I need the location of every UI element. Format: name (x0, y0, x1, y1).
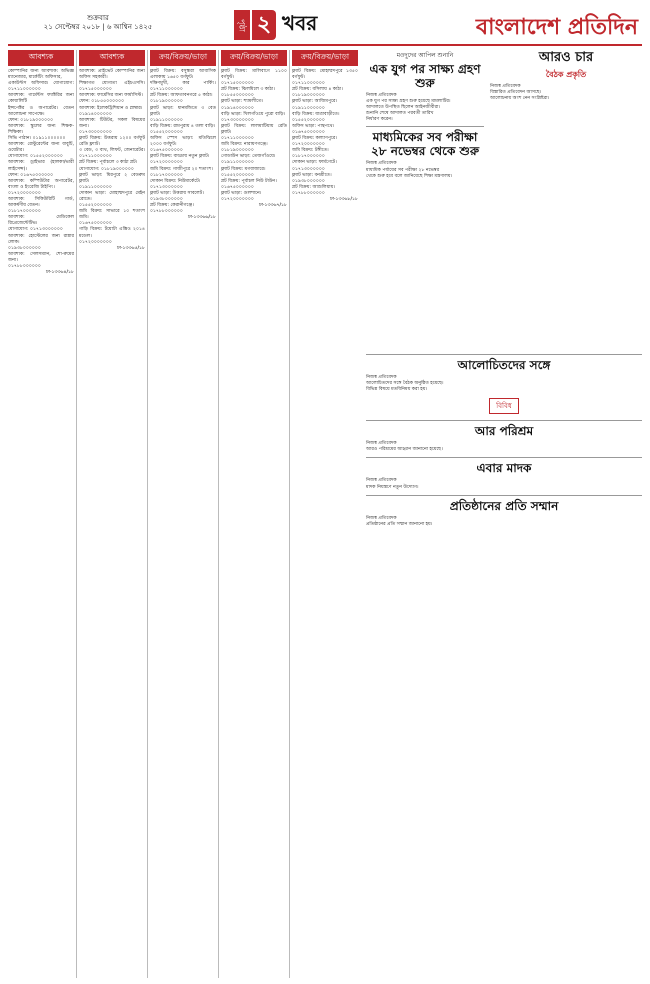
text-line: ফ্ল্যাট বিক্রয়: লালমাটিয়ায় রেডি ফ্ল্যাট। (221, 123, 287, 135)
text-line: ০১৭২০০০০০০০ (150, 160, 183, 166)
text-line: ০১৮৫৫০০০০০০ (221, 93, 254, 99)
story-subhead: বৈঠক প্রকৃতি (545, 70, 587, 79)
text-line: সিভি পাঠান। ০১৯১১০০০০০০ (8, 136, 66, 142)
text-line: বাড়ি ভাড়া: খিলগাঁওয়ে পুরো বাড়ি। (221, 111, 286, 117)
text-line: জমি বিক্রয়: গাজীপুরে ২০ শতাংশ। (150, 166, 213, 172)
page-word: পৃষ্ঠা (234, 10, 250, 40)
text-line: ০১৭১৩০০০০০০ (150, 184, 183, 190)
text-line: ফ্ল্যাট ভাড়া: ধানমন্ডিতে ৩ বেড ফ্ল্যাট। (150, 105, 216, 117)
story-body (366, 516, 642, 528)
right-story (490, 50, 642, 350)
text-line: গাড়ি বিক্রয়: টয়োটা এক্সিও ২০১৪ মডেল। (79, 227, 145, 239)
text-line: ফ্ল্যাট বিক্রয়: উত্তরায় ১২০০ বর্গফুট রেডি ফ্ল্যাট। (79, 136, 145, 148)
text-line: ০১৭১১০০০০০০ (221, 136, 254, 142)
text-line: ০১৯১৪০০০০০০ (79, 111, 112, 117)
text-line: ০১৫৫২০০০০০০ (221, 172, 254, 178)
story-headline: এবার মাদক (476, 461, 532, 476)
text-line: ০১৬৭৫০০০০০০ (292, 129, 325, 135)
text-line: ফ্ল্যাট ভাড়া: গুলশানে। (221, 190, 262, 196)
text-line: দোকান ভাড়া: মোহাম্মদপুরে মেইন রোডে। (79, 190, 145, 202)
story-headline: প্রতিষ্ঠানের প্রতি সম্মান (449, 498, 559, 513)
text-line: ০১৯৩৮০০০০০০ (150, 196, 183, 202)
text-line: আলোচনায় অংশ নেন সংশ্লিষ্টরা। (490, 96, 550, 102)
text-line: ইন্সপেক্টর ও অপারেটর। বেতন আলোচনা সাপেক্ষে। (8, 105, 74, 117)
column-heading: আবশ্যক (8, 50, 74, 66)
text-line: ০১৭১৩০০০০০০ (292, 166, 325, 172)
classifieds-area (8, 50, 360, 978)
text-line: নিজস্ব প্রতিবেদক (366, 93, 397, 98)
text-line: আবশ্যক: ড্রাইভার (হালকা/ভারী লাইসেন্স)। (8, 160, 74, 172)
text-line: আরও পরিশ্রমের আহ্বান জানানো হয়েছে। (366, 447, 443, 453)
ad-reference: ঢা-১৩৩৬৭/১৮ (258, 203, 287, 209)
text-line: একাউন্টস অফিসার। যোগাযোগ: ০১৭১১০০০০০০ (8, 81, 74, 93)
classified-column-5 (292, 50, 360, 978)
text-line: ফ্ল্যাট ভাড়া: শ্যামলীতে। (221, 99, 264, 105)
text-line: দোকান বিক্রয়: নিউমার্কেটে। (150, 178, 201, 184)
classified-column-2 (79, 50, 148, 978)
text-line: আবশ্যক: ইলেকট্রিশিয়ান ও প্লাম্বার। (79, 105, 143, 111)
text-line: ০১৬৭৫০০০০০০ (221, 184, 254, 190)
misc-section (366, 393, 642, 416)
weekday: শুক্রবার (87, 14, 109, 22)
text-line: এক যুগ পর সাক্ষ্য গ্রহণ শুরু হয়েছে মামলাটির। (366, 99, 451, 105)
text-line: দক্ষিণমুখী, কার পার্কিং। ০১৭১১০০০০০০ (150, 81, 216, 93)
text-line: আবশ্যক: ফার্মেসির জন্য ফার্মাসিস্ট। (79, 93, 143, 99)
column-heading: আবশ্যক (79, 50, 145, 66)
text-line: ০১৭৩০০০০০০০ (79, 129, 112, 135)
text-line: শিক্ষাগত যোগ্যতা এইচএসসি। ০১৭১৫০০০০০০ (79, 81, 145, 93)
text-line: আবশ্যক: সিকিউরিটি গার্ড, আকর্ষণীয় বেতন। (8, 196, 74, 209)
text-line: বাড়ি বিক্রয়: রামপুরায় ৪ তলা বাড়ি। (150, 123, 216, 129)
classified-text (150, 69, 216, 221)
text-line: ০১৯১৪০০০০০০ (221, 105, 254, 111)
text-line: ০১৭২০০০০০০০ (292, 142, 325, 148)
text-line: ০১৮১৯০০০০০০ (221, 148, 254, 154)
text-line: ০১৮১৭০০০০০০ (8, 209, 41, 215)
story-headline: আলোচিতদের সঙ্গে (457, 358, 551, 372)
story-body (366, 161, 484, 179)
text-line: যোগাযোগ: ০১৫৫২০০০০০০ (8, 154, 63, 160)
divider (366, 126, 484, 127)
text-line: জমি বিক্রয়: নারায়ণগঞ্জে। (221, 142, 268, 148)
story-headline: এক যুগ পর সাক্ষ্য গ্রহণ শুরু (369, 62, 481, 90)
column-heading: ক্রয়/বিক্রয়/ভাড়া (221, 50, 287, 66)
text-line: আবশ্যক: হোস্টেলের জন্য রান্নার লোক। (8, 233, 74, 245)
text-line: ফ্ল্যাট বিক্রয়: মোহাম্মদপুরে ১৩৫০ বর্গফুট। (292, 69, 358, 81)
text-line: অফিস স্পেস ভাড়া: মতিঝিলে ২০০০ বর্গফুট। (150, 136, 216, 148)
classified-column-1 (8, 50, 77, 978)
text-line: নিজস্ব প্রতিবেদক (366, 161, 397, 167)
text-line: প্লট বিক্রয়: আশুলিয়ায়। (292, 184, 335, 190)
top-stories (366, 50, 642, 350)
text-line: ফ্ল্যাট ভাড়া: বনশ্রীতে। (292, 172, 332, 178)
text-line: ফ্ল্যাট ভাড়া: উত্তরায় সাবলেট। (150, 190, 204, 196)
text-line: ফ্ল্যাট বিক্রয়: মগবাজারে। (221, 166, 266, 172)
text-line: ০১৬৭৫০০০০০০ (150, 148, 183, 154)
text-line: ফ্ল্যাট বিক্রয়: বাড্ডায় নতুন ফ্ল্যাট। (150, 154, 210, 160)
text-line: ০১৮১৭০০০০০০ (292, 154, 325, 160)
left-story (366, 50, 484, 350)
text-line: ০১৯৩৮০০০০০০ (8, 245, 41, 251)
text-line: প্লট বিক্রয়: বসিলায় ৪ কাঠা। (292, 87, 343, 93)
date-block (8, 14, 188, 32)
text-line: নির্ধারণ করেন। (366, 117, 393, 123)
text-line: আবশ্যক: কম্পিউটার অপারেটর, বাংলা ও ইংরেজি টাইপিং। (8, 178, 74, 190)
story-body (366, 93, 484, 123)
page-header (8, 6, 642, 46)
text-line: ০১৯১১০০০০০০ (292, 105, 325, 111)
story-body (366, 375, 642, 393)
text-line: আবশ্যক: স্কুলের জন্য শিক্ষক-শিক্ষিকা। (8, 123, 74, 135)
text-line: ০১৭২০০০০০০০ (221, 196, 254, 202)
text-line: বিস্তারিত প্রতিবেদন আসছে। (490, 90, 542, 96)
text-line: বাড়ি বিক্রয়: যাত্রাবাড়ীতে। (292, 111, 340, 117)
column-heading: ক্রয়/বিক্রয়/ভাড়া (292, 50, 358, 66)
text-line: ফোন: ০১৬৭৫০০০০০০ (8, 172, 54, 178)
text-line: অফিস ভাড়া: পান্থপথে। (292, 123, 335, 129)
text-line: ০১৯১১০০০০০০ (79, 184, 112, 190)
text-line: প্লট বিক্রয়: পূর্বাচল নিউ টাউন। (221, 178, 277, 184)
mid-story (366, 354, 642, 393)
text-line: ০১৭২০০০০০০০ (8, 190, 41, 196)
story-body (366, 478, 642, 490)
classified-text (292, 69, 358, 203)
text-line: আবশ্যক: টিউটর, সকল বিষয়ের জন্য। (79, 117, 145, 129)
text-line: ফ্ল্যাট বিক্রয়: মালিবাগে ১১০০ বর্গফুট। (221, 69, 287, 81)
text-line: মাদক নিয়ন্ত্রণে নতুন উদ্যোগ। (366, 484, 419, 490)
text-line: ০১৫৫২০০০০০০ (79, 203, 112, 209)
text-line: বিভিন্ন বিষয়ে মতবিনিময় করা হয়। (366, 387, 428, 393)
text-line: নিজস্ব প্রতিবেদক (490, 84, 521, 89)
text-line: নিজস্ব প্রতিবেদক (366, 441, 397, 447)
text-line: ০১৭২০০০০০০০ (79, 239, 112, 245)
text-line: ০১৫৫২০০০০০০ (292, 117, 325, 123)
text-line: প্লট বিক্রয়: পূর্বাচলে ৩ কাঠা প্লট। (79, 160, 138, 166)
last-story (366, 495, 642, 528)
text-line: ০১৯১১০০০০০০ (221, 160, 254, 166)
text-line: আবশ্যক: সেলসম্যান, শো-রুমের জন্য। (8, 251, 74, 263)
text-line: কোম্পানির জন্য আবশ্যক: অভিজ্ঞ ম্যানেজার, মার্কেটিং অফিসার, (8, 69, 74, 81)
story-body (366, 441, 642, 453)
text-line: গোডাউন ভাড়া: তেজগাঁওয়ে। (221, 154, 276, 160)
classified-text (8, 69, 74, 276)
ad-reference: ঢা-১৩৩৬৪/১৮ (45, 270, 74, 276)
story-body (490, 84, 642, 102)
text-line: আলোচিতদের সঙ্গে বৈঠক অনুষ্ঠিত হয়েছে। (366, 381, 444, 387)
text-line: শুনানি শেষে আদালত পরবর্তী তারিখ (366, 111, 434, 117)
text-line: ০১৭১৫০০০০০০ (221, 81, 254, 87)
text-line: আবশ্যক: গার্মেন্টস ফ্যাক্টরির জন্য কোয়ালিটি (8, 93, 74, 105)
story-headline: আর পরিশ্রম (474, 424, 534, 439)
text-line: যোগাযোগ: ০১৮১৯০০০০০০ (79, 166, 134, 172)
text-line: ০১৭৮৮০০০০০০ (8, 264, 41, 269)
text-line: ফোন: ০১৮১৯০০০০০০ (8, 117, 54, 123)
ad-reference: ঢা-১৩৩৬৫/১৮ (116, 245, 145, 251)
text-line: আদালতে উপস্থিত ছিলেন আইনজীবীরা। (366, 105, 441, 111)
text-line: নিজস্ব প্রতিবেদক (366, 515, 397, 521)
text-line: আবশ্যক: প্রাইভেট কোম্পানির জন্য অফিস সহকারী। (79, 69, 145, 81)
text-line: ফ্ল্যাট বিক্রয়: কল্যাণপুরে। (292, 136, 337, 142)
classified-text (79, 69, 145, 252)
text-line: ফ্ল্যাট ভাড়া: আজিমপুরে। (292, 99, 338, 105)
page-number: ২ (252, 10, 276, 40)
text-line: জমি বিক্রয়: টঙ্গীতে। (292, 148, 329, 154)
text-line: জমি বিক্রয়: সাভারে ১০ শতাংশ জমি। (79, 209, 145, 221)
text-line: ০১৯১১০০০০০০ (150, 117, 183, 123)
text-line: ০১৫৫২০০০০০০ (150, 129, 183, 135)
text-line: প্লট বিক্রয়: ঝিলমিলে ৩ কাঠা। (221, 87, 275, 93)
text-line: ০১৭১১০০০০০০ (292, 81, 325, 87)
ad-reference: ঢা-১৩৩৬৬/১৮ (187, 215, 216, 221)
text-line: ফ্ল্যাট ভাড়া: মিরপুরে ২ বেডরুম ফ্ল্যাট। (79, 172, 145, 184)
text-line: ০১৮১৯০০০০০০ (150, 99, 183, 105)
masthead-logo: বাংলাদেশ প্রতিদিন (475, 14, 638, 40)
classified-text (221, 69, 287, 209)
text-line: মাধ্যমিক পর্যায়ের সব পরীক্ষা ২৮ নভেম্বর (366, 167, 440, 173)
text-line: নিজস্ব প্রতিবেদক (366, 478, 397, 484)
text-line: প্রতিষ্ঠানের প্রতি সম্মান জানানো হয়। (366, 521, 433, 527)
text-line: ০১৮১৭০০০০০০ (150, 172, 183, 178)
column-heading: ক্রয়/বিক্রয়/ভাড়া (150, 50, 216, 66)
box-story-headline: মাধ্যমিকের সব পরীক্ষা ২৮ নভেম্বর থেকে শুরু (370, 130, 480, 159)
misc-heading: বিবিধ (489, 398, 519, 414)
classified-column-4 (221, 50, 290, 978)
story-headline: আরও চার (538, 50, 594, 65)
ad-reference: ঢা-১৩৩৬৮/১৮ (329, 196, 358, 202)
text-line: যোগাযোগ: ০১৭১৩০০০০০০ (8, 227, 63, 233)
date: ২১ সেপ্টেম্বর ২০১৮ | ৬ আশ্বিন ১৪২৫ (43, 23, 153, 31)
section-title: খবর (282, 10, 318, 35)
small-story (366, 457, 642, 490)
text-line: ০১৮১৯০০০০০০ (292, 93, 325, 99)
text-line: ০১৭৮৮০০০০০০ (292, 190, 325, 196)
news-area (366, 50, 642, 978)
text-line: নিজস্ব প্রতিবেদক (366, 375, 397, 380)
text-line: আবশ্যক: রেস্টুরেন্টের জন্য বাবুর্চি, ওয়েটার। (8, 142, 74, 154)
text-line: ০১৯৩৮০০০০০০ (292, 178, 325, 184)
text-line: প্লট বিক্রয়: আফতাবনগরে ৫ কাঠা। (150, 93, 213, 99)
classified-column-3 (150, 50, 219, 978)
text-line: আবশ্যক: মেডিকেল রিপ্রেজেন্টেটিভ। (8, 215, 74, 227)
text-line: ০১৬৭৫০০০০০০ (79, 221, 112, 227)
text-line: ফ্ল্যাট বিক্রয়: বসুন্ধরা আবাসিক এলাকায় ১৬৫০ বর্গফুট। (150, 69, 216, 81)
bottom-story (366, 420, 642, 453)
text-line: থেকে শুরু হবে বলে জানিয়েছে শিক্ষা মন্ত্রণালয়। (366, 173, 453, 179)
text-line: ফোন: ০১৮৫৫০০০০০০ (79, 99, 125, 105)
text-line: ০১৭৮৮০০০০০০ (150, 209, 183, 215)
page-badge (234, 10, 317, 40)
story-kicker: মওদুদের আপিল শুনানি (396, 52, 454, 59)
text-line: দোকান ভাড়া: ফার্মগেটে। (292, 160, 337, 166)
text-line: প্লট বিক্রয়: কেরানীগঞ্জে। (150, 203, 194, 209)
text-line: ৩ বেড, ৩ বাথ, লিফট, জেনারেটর। ০১৭১১০০০০০০ (79, 148, 145, 160)
text-line: ০১৭৩০০০০০০০ (221, 117, 254, 123)
